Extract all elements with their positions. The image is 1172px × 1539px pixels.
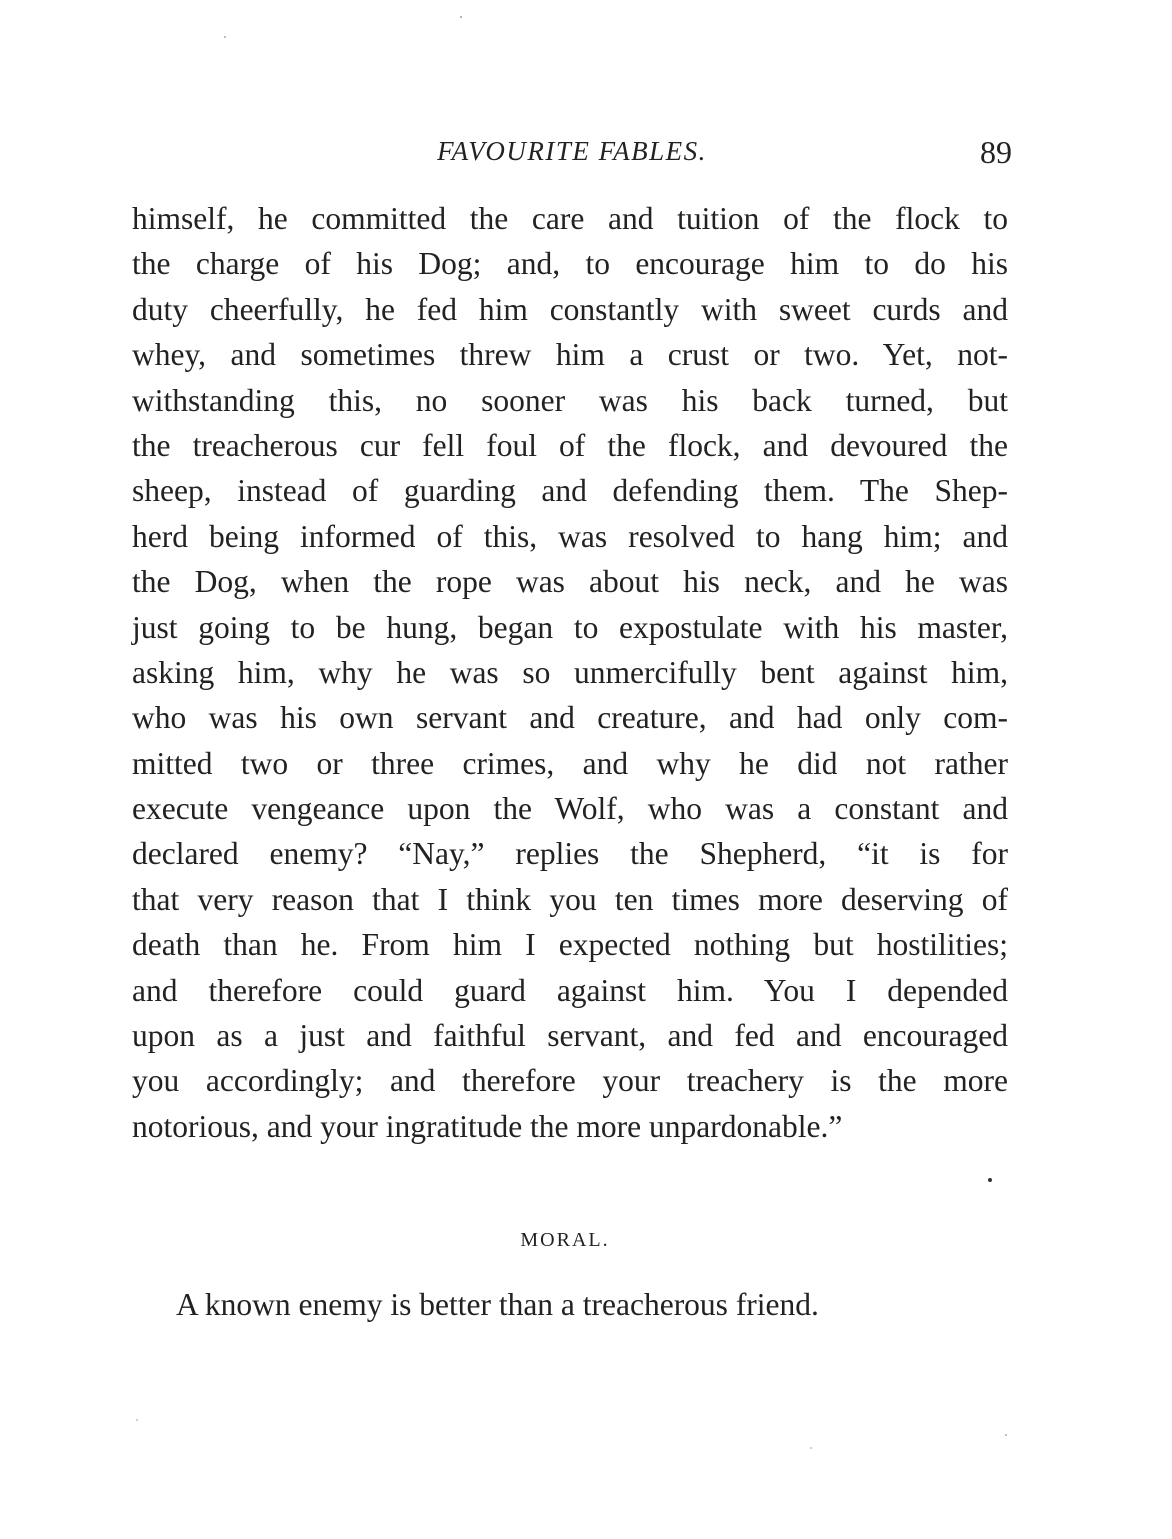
- text-line: herd being informed of this, was resolved to hang him; and: [132, 518, 1008, 554]
- scan-speck: [136, 1419, 138, 1421]
- text-line: upon as a just and faithful servant, and fed and encouraged: [132, 1018, 1008, 1054]
- text-line: the treacherous cur fell foul of the flock, and devoured the: [132, 427, 1008, 463]
- text-line: notorious, and your ingratitude the more unpardonable.”: [132, 1108, 843, 1144]
- running-head: [132, 134, 1012, 174]
- scan-speck: [988, 1178, 992, 1182]
- text-line: death than he. From him I expected nothing but hostilities;: [132, 927, 1008, 963]
- moral-text: A known enemy is better than a treacherous friend.: [176, 1287, 819, 1322]
- text-line: and therefore could guard against him. You I depended: [132, 972, 1008, 1008]
- scan-speck: [224, 36, 226, 38]
- body-paragraph: [132, 196, 1008, 1149]
- text-line: that very reason that I think you ten times more deserving of: [132, 881, 1008, 917]
- text-line: sheep, instead of guarding and defending them. The Shep-: [132, 473, 1008, 509]
- text-line: just going to be hung, began to expostulate with his master,: [132, 609, 1008, 645]
- running-title: FAVOURITE FABLES.: [437, 136, 707, 166]
- text-line: you accordingly; and therefore your treachery is the more: [132, 1063, 1008, 1099]
- scan-speck: [1005, 1434, 1007, 1436]
- scan-speck: [460, 16, 462, 18]
- text-line: himself, he committed the care and tuition of the flock to: [132, 201, 1008, 236]
- text-line: execute vengeance upon the Wolf, who was a constant and: [132, 791, 1008, 827]
- text-line: declared enemy? “Nay,” replies the Shepherd, “it is for: [132, 836, 1008, 872]
- moral-heading: MORAL.: [520, 1229, 610, 1251]
- text-line: whey, and sometimes threw him a crust or two. Yet, not-: [132, 337, 1008, 373]
- text-line: who was his own servant and creature, and had only com-: [132, 700, 1008, 736]
- text-line: the Dog, when the rope was about his neck, and he was: [132, 564, 1008, 600]
- scan-speck: [810, 1447, 812, 1449]
- text-line: withstanding this, no sooner was his back turned, but: [132, 382, 1008, 418]
- text-line: asking him, why he was so unmercifully bent against him,: [132, 654, 1008, 690]
- text-line: mitted two or three crimes, and why he did not rather: [132, 745, 1008, 781]
- text-line: the charge of his Dog; and, to encourage him to do his: [132, 246, 1008, 282]
- page-number: 89: [980, 134, 1012, 170]
- text-line: duty cheerfully, he fed him constantly with sweet curds and: [132, 291, 1008, 327]
